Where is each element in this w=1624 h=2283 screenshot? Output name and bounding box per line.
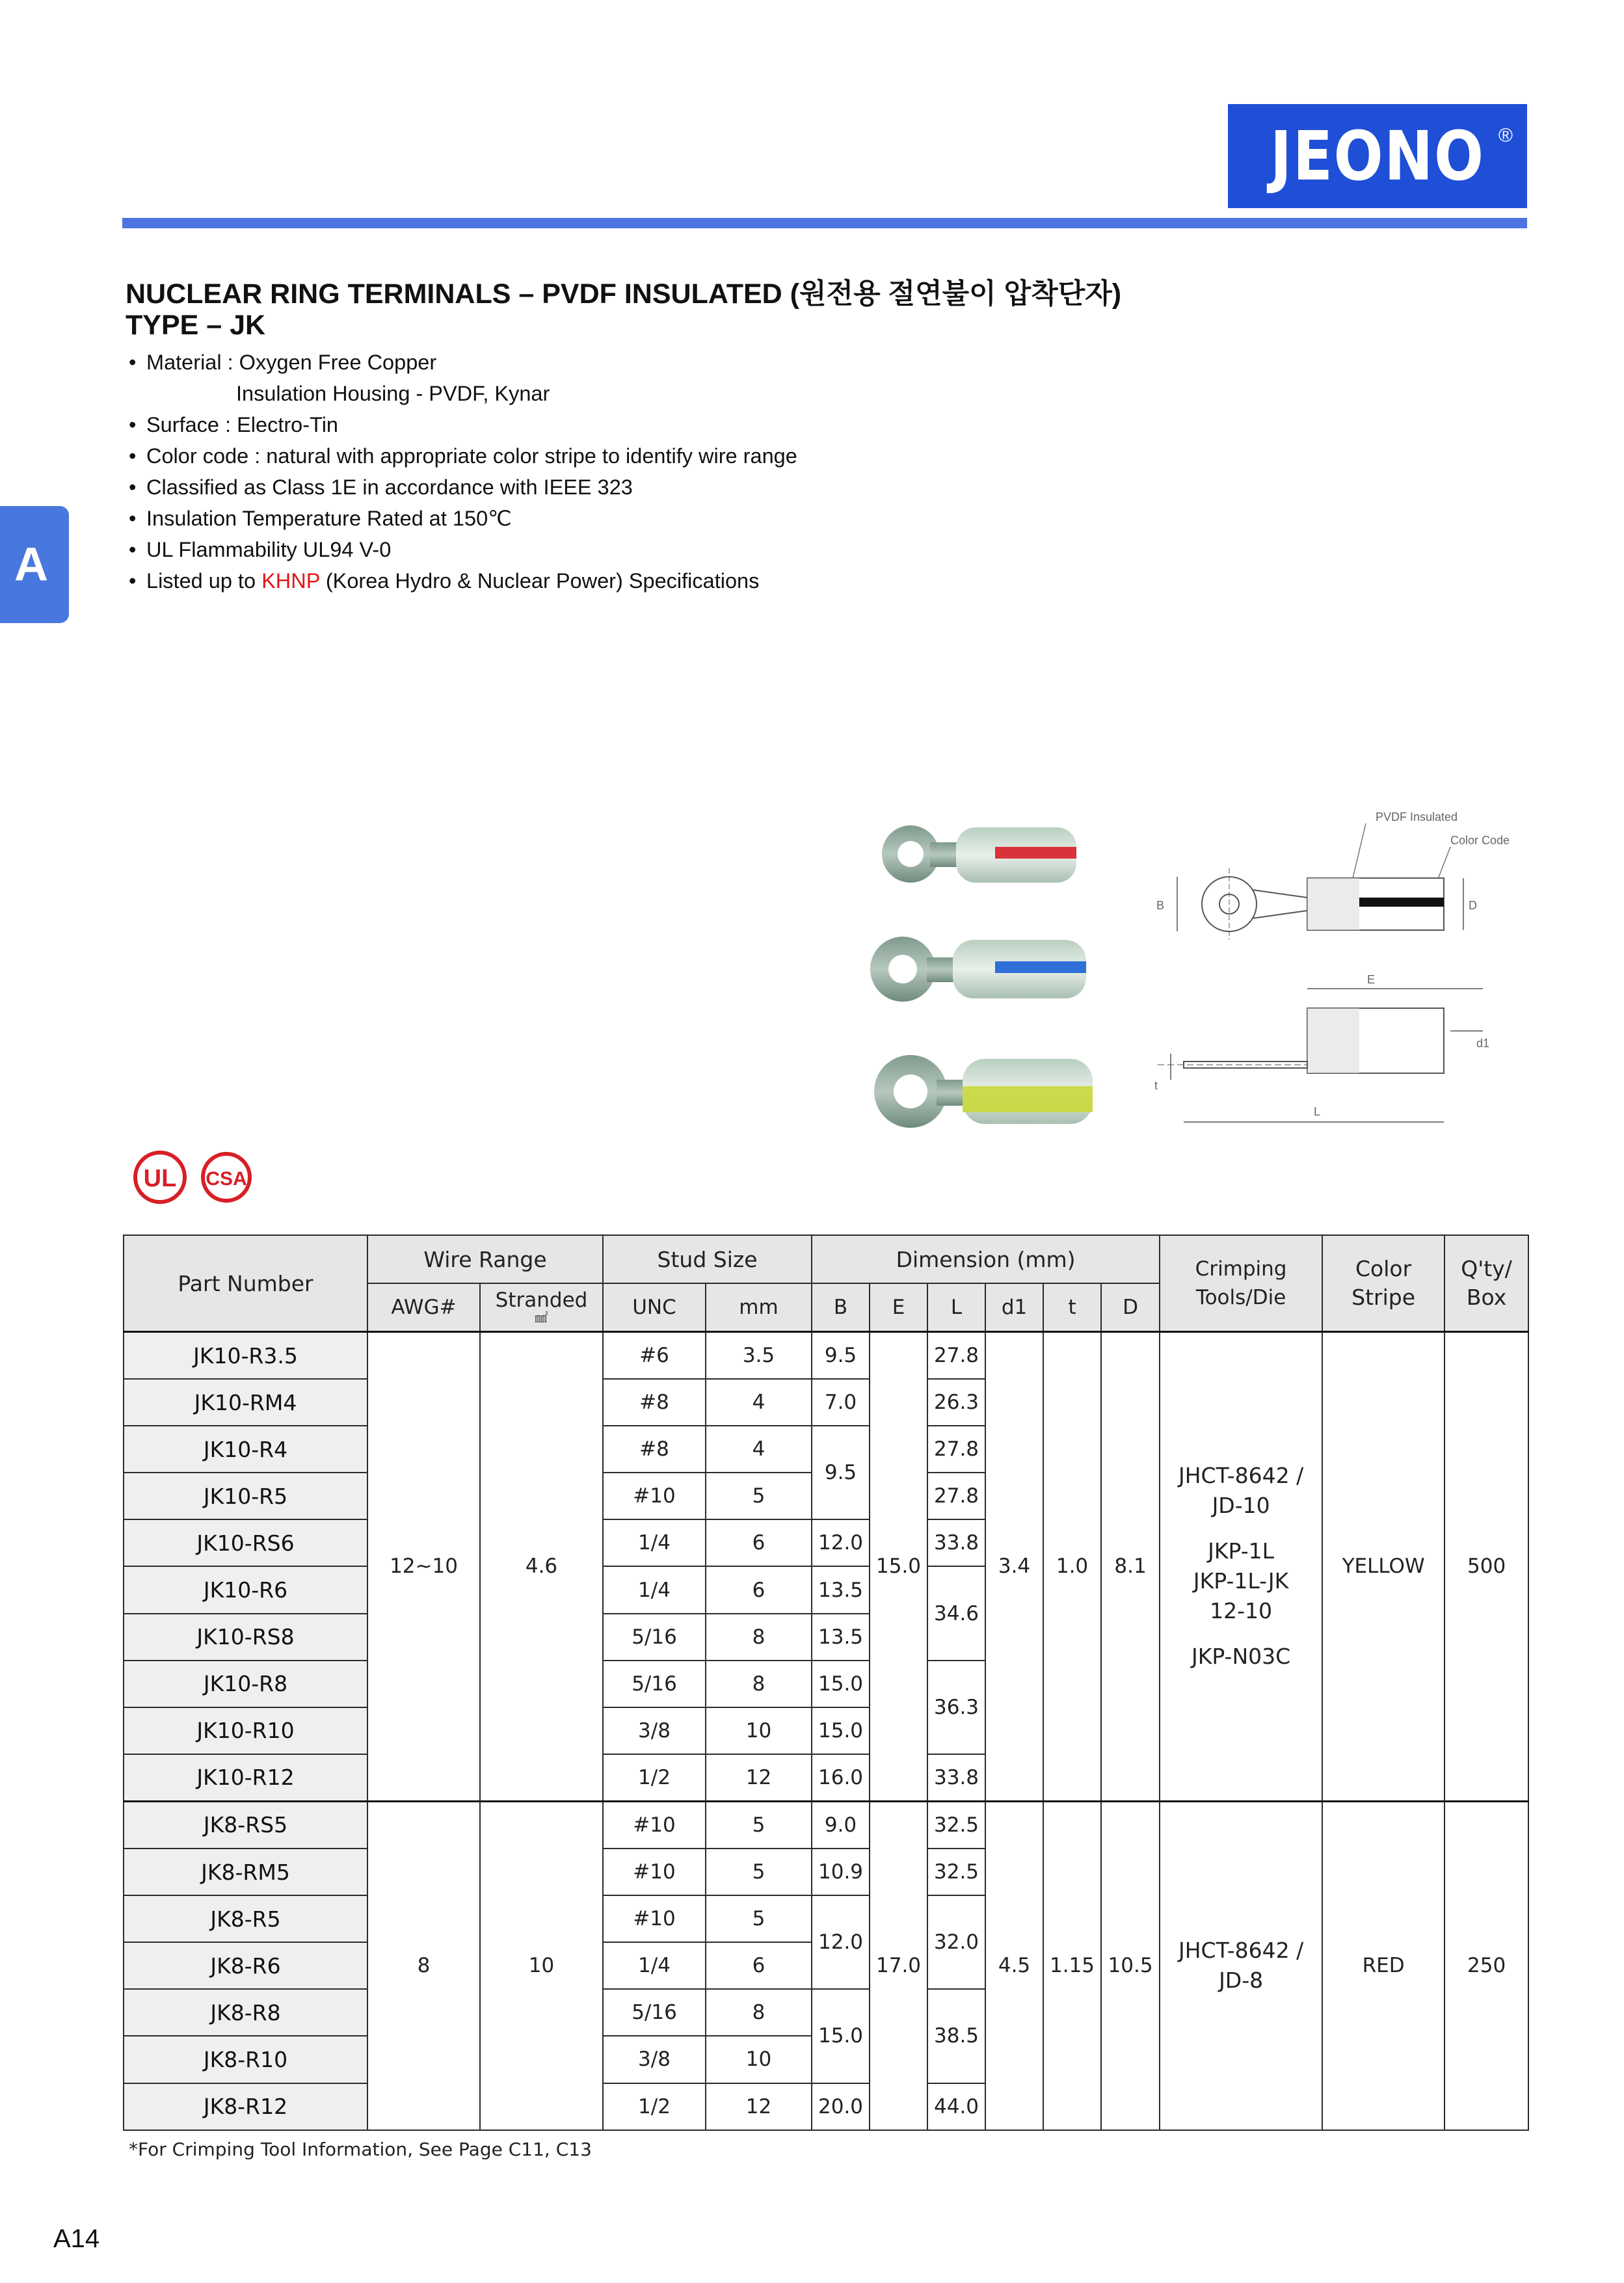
part-number: JK10-R8: [124, 1661, 367, 1707]
page-title: NUCLEAR RING TERMINALS – PVDF INSULATED (원전용 절연불이 압착단자): [126, 278, 1122, 310]
mm-value: 6: [706, 1519, 812, 1566]
page-subtitle: TYPE – JK: [126, 310, 266, 341]
ul-mark-text: UL: [143, 1165, 177, 1192]
qty-per-box: 250: [1444, 1801, 1528, 2129]
label-pvdf-insulated: PVDF Insulated: [1376, 810, 1458, 823]
part-number: JK10-R5: [124, 1473, 367, 1519]
mm-value: 5: [706, 1473, 812, 1519]
l-value: 32.0: [927, 1895, 985, 1989]
part-number: JK10-R4: [124, 1426, 367, 1473]
l-value: 32.5: [927, 1849, 985, 1895]
mm-value: 10: [706, 1707, 812, 1754]
registered-mark: ®: [1498, 125, 1513, 146]
part-number: JK10-R3.5: [124, 1332, 367, 1380]
label-d1: d1: [1476, 1037, 1490, 1050]
l-value: 27.8: [927, 1426, 985, 1473]
mm-value: 12: [706, 2083, 812, 2130]
mm-value: 12: [706, 1754, 812, 1802]
spec-item: • Surface : Electro-Tin: [129, 413, 339, 436]
awg-value: 8: [367, 1801, 480, 2129]
mm-value: 5: [706, 1895, 812, 1942]
header-wire-range: Wire Range: [367, 1235, 603, 1283]
unc-value: #10: [603, 1473, 706, 1519]
d-value: 8.1: [1101, 1332, 1160, 1802]
unc-value: 1/4: [603, 1519, 706, 1566]
b-value: 13.5: [812, 1566, 870, 1613]
t-value: 1.15: [1043, 1801, 1101, 2129]
unc-value: 5/16: [603, 1614, 706, 1661]
l-value: 33.8: [927, 1754, 985, 1802]
header-qty-box: Q'ty/ Box: [1444, 1235, 1528, 1332]
b-value: 12.0: [812, 1895, 870, 1989]
unc-value: #6: [603, 1332, 706, 1380]
label-E: E: [1367, 973, 1376, 986]
crimping-tools: JHCT-8642 / JD-10 JKP-1L JKP-1L-JK 12-10 JKP-N03C: [1160, 1332, 1322, 1802]
header-part-number: Part Number: [124, 1235, 367, 1332]
b-value: 15.0: [812, 1661, 870, 1707]
header-stranded: Stranded ㎟: [480, 1283, 603, 1332]
ul-mark: [135, 1153, 185, 1202]
header-t: t: [1043, 1283, 1101, 1332]
spec-list: [129, 347, 797, 596]
header-L: L: [927, 1283, 985, 1332]
part-number: JK8-R10: [124, 2036, 367, 2083]
header-unc: UNC: [603, 1283, 706, 1332]
certification-marks: [129, 1145, 278, 1210]
label-B: B: [1156, 899, 1165, 912]
l-value: 32.5: [927, 1801, 985, 1849]
part-number: JK10-RS8: [124, 1614, 367, 1661]
header-rule: [122, 218, 1527, 228]
header-B: B: [812, 1283, 870, 1332]
part-number: JK8-R6: [124, 1942, 367, 1989]
csa-mark-text: CSA: [206, 1168, 247, 1190]
part-number: JK10-R12: [124, 1754, 367, 1802]
spec-item: • Material : Oxygen Free Copper: [129, 351, 437, 374]
unc-value: #10: [603, 1801, 706, 1849]
mm-value: 5: [706, 1801, 812, 1849]
awg-value: 12~10: [367, 1332, 480, 1802]
part-number: JK10-R10: [124, 1707, 367, 1754]
part-number: JK10-RM4: [124, 1379, 367, 1426]
header-mm: mm: [706, 1283, 812, 1332]
spec-item: • UL Flammability UL94 V-0: [129, 538, 392, 561]
unc-value: 5/16: [603, 1989, 706, 2036]
l-value: 27.8: [927, 1473, 985, 1519]
dimension-drawing: [1145, 807, 1535, 1145]
header-dimension: Dimension (mm): [812, 1235, 1160, 1283]
l-value: 27.8: [927, 1332, 985, 1380]
part-number: JK8-R8: [124, 1989, 367, 2036]
b-value: 10.9: [812, 1849, 870, 1895]
d1-value: 4.5: [985, 1801, 1043, 2129]
l-value: 26.3: [927, 1379, 985, 1426]
l-value: 34.6: [927, 1566, 985, 1660]
l-value: 33.8: [927, 1519, 985, 1566]
e-value: 17.0: [870, 1801, 927, 2129]
table-row: [124, 1332, 1528, 1380]
table-row: [124, 1801, 1528, 1849]
color-stripe: YELLOW: [1322, 1332, 1444, 1802]
part-number: JK8-RS5: [124, 1801, 367, 1849]
spec-item-khnp: • Listed up to KHNP (Korea Hydro & Nuclear Power) Specifications: [129, 569, 760, 593]
page-number: A14: [53, 2224, 100, 2253]
stranded-value: 10: [480, 1801, 603, 2129]
unc-value: #10: [603, 1895, 706, 1942]
crimping-tools: JHCT-8642 / JD-8: [1160, 1801, 1322, 2129]
mm-value: 4: [706, 1379, 812, 1426]
unc-value: #8: [603, 1426, 706, 1473]
spec-item: • Color code : natural with appropriate color stripe to identify wire range: [129, 444, 797, 468]
terminal-blue-stripe: [870, 937, 1086, 1002]
mm-value: 3.5: [706, 1332, 812, 1380]
spec-table: [123, 1235, 1529, 2131]
label-t: t: [1154, 1079, 1158, 1092]
spec-item: • Insulation Temperature Rated at 150℃: [129, 507, 512, 530]
b-value: 12.0: [812, 1519, 870, 1566]
unc-value: #10: [603, 1849, 706, 1895]
csa-mark: [203, 1154, 250, 1201]
d1-value: 3.4: [985, 1332, 1043, 1802]
unc-value: 3/8: [603, 1707, 706, 1754]
b-value: 9.5: [812, 1426, 870, 1519]
l-value: 44.0: [927, 2083, 985, 2130]
brand-logo: [1228, 104, 1527, 208]
b-value: 7.0: [812, 1379, 870, 1426]
part-number: JK10-RS6: [124, 1519, 367, 1566]
b-value: 15.0: [812, 1707, 870, 1754]
mm-value: 4: [706, 1426, 812, 1473]
b-value: 9.0: [812, 1801, 870, 1849]
stranded-value: 4.6: [480, 1332, 603, 1802]
header-d1: d1: [985, 1283, 1043, 1332]
e-value: 15.0: [870, 1332, 927, 1802]
b-value: 16.0: [812, 1754, 870, 1802]
b-value: 9.5: [812, 1332, 870, 1380]
product-photo: [859, 807, 1132, 1145]
unc-value: 1/2: [603, 1754, 706, 1802]
header-crimping-tools: Crimping Tools/Die: [1160, 1235, 1322, 1332]
mm-value: 8: [706, 1614, 812, 1661]
header-stud-size: Stud Size: [603, 1235, 812, 1283]
footnote: *For Crimping Tool Information, See Page C11, C13: [129, 2139, 592, 2160]
unc-value: 1/4: [603, 1566, 706, 1613]
unc-value: 3/8: [603, 2036, 706, 2083]
brand-name: JEONO: [1270, 116, 1485, 196]
mm-value: 8: [706, 1989, 812, 2036]
unc-value: 1/4: [603, 1942, 706, 1989]
l-value: 36.3: [927, 1661, 985, 1754]
header-E: E: [870, 1283, 927, 1332]
part-number: JK8-R5: [124, 1895, 367, 1942]
header-awg: AWG#: [367, 1283, 480, 1332]
mm-value: 8: [706, 1661, 812, 1707]
qty-per-box: 500: [1444, 1332, 1528, 1802]
unc-value: 5/16: [603, 1661, 706, 1707]
b-value: 15.0: [812, 1989, 870, 2083]
spec-item: Insulation Housing - PVDF, Kynar: [236, 382, 550, 405]
spec-item: • Classified as Class 1E in accordance with IEEE 323: [129, 475, 633, 499]
part-number: JK10-R6: [124, 1566, 367, 1613]
terminal-red-stripe: [882, 825, 1076, 883]
terminal-yellow-stripe: [874, 1055, 1093, 1128]
mm-value: 6: [706, 1566, 812, 1613]
label-D: D: [1469, 899, 1477, 912]
b-value: 20.0: [812, 2083, 870, 2130]
mm-value: 6: [706, 1942, 812, 1989]
header-color-stripe: Color Stripe: [1322, 1235, 1444, 1332]
part-number: JK8-R12: [124, 2083, 367, 2130]
b-value: 13.5: [812, 1614, 870, 1661]
section-tab[interactable]: A: [0, 506, 69, 623]
label-color-code: Color Code: [1450, 834, 1510, 847]
l-value: 38.5: [927, 1989, 985, 2083]
d-value: 10.5: [1101, 1801, 1160, 2129]
mm-value: 10: [706, 2036, 812, 2083]
label-L: L: [1314, 1105, 1321, 1118]
mm-value: 5: [706, 1849, 812, 1895]
header-D: D: [1101, 1283, 1160, 1332]
part-number: JK8-RM5: [124, 1849, 367, 1895]
khnp-highlight: KHNP: [261, 569, 320, 593]
unc-value: 1/2: [603, 2083, 706, 2130]
color-stripe: RED: [1322, 1801, 1444, 2129]
t-value: 1.0: [1043, 1332, 1101, 1802]
unc-value: #8: [603, 1379, 706, 1426]
